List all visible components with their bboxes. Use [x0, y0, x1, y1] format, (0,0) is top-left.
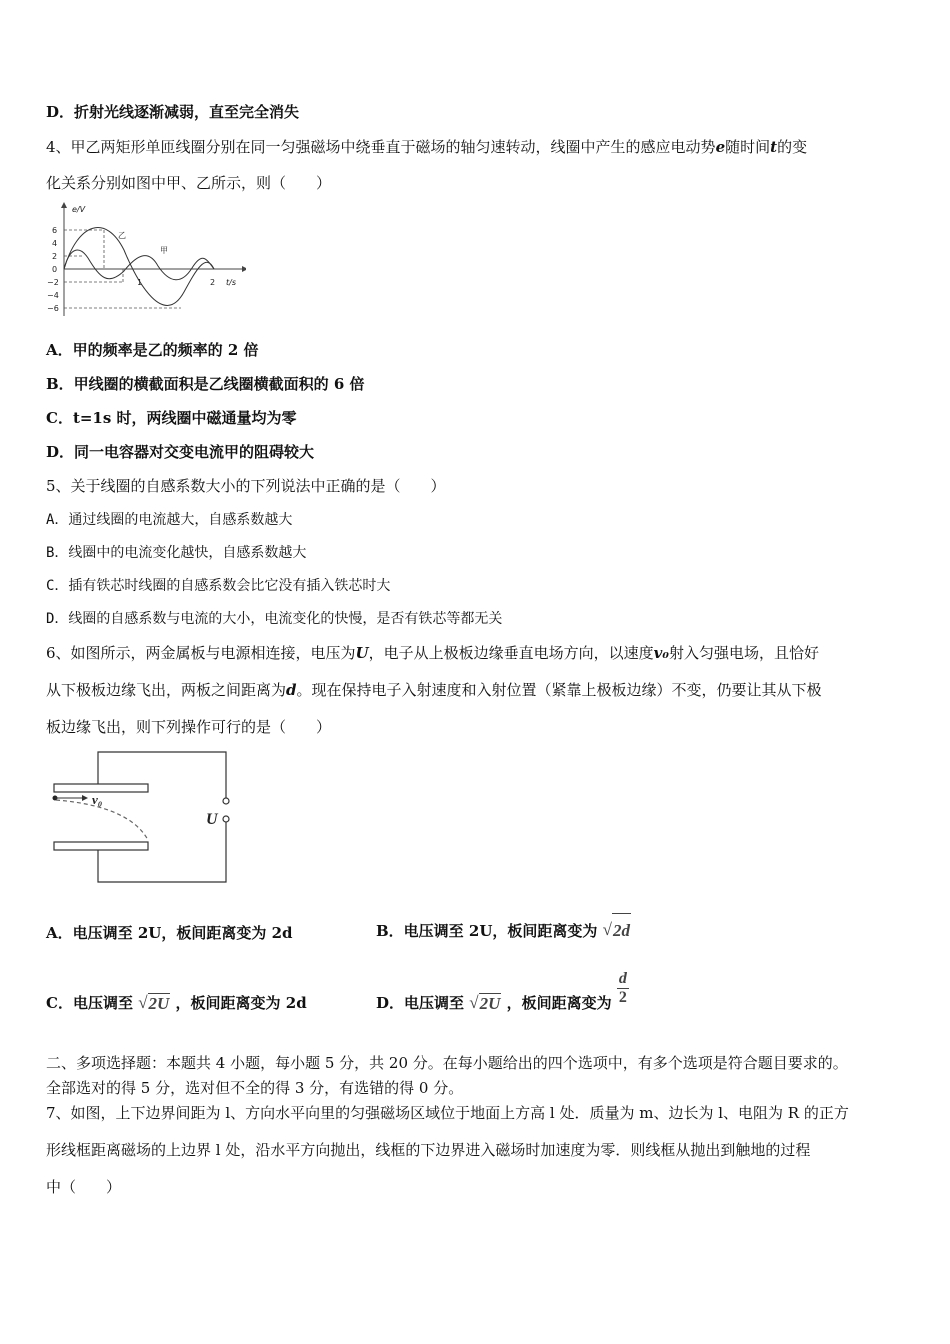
- q5-option-d: D．线圈的自感系数与电流的大小，电流变化的快慢，是否有铁芯等都无关: [46, 611, 503, 627]
- q6-option-a: A．电压调至 2U，板间距离变为 2d: [46, 924, 293, 942]
- series-jia-curve: [64, 250, 214, 280]
- terminal-top: [223, 798, 229, 804]
- q4-option-a: A．甲的频率是乙的频率的 2 倍: [46, 341, 259, 359]
- q3-option-d: D．折射光线逐渐减弱，直至完全消失: [46, 103, 300, 121]
- y-tick: 6: [52, 226, 58, 235]
- velocity-label: v₀: [92, 792, 103, 807]
- q5-option-b: B．线圈中的电流变化越快，自感系数越大: [46, 545, 307, 561]
- q5-option-c: C．插有铁芯时线圈的自感系数会比它没有插入铁芯时大: [46, 578, 391, 594]
- series-label-yi: 乙: [118, 231, 126, 240]
- y-tick: 2: [52, 252, 58, 261]
- series-yi-curve: [64, 228, 214, 306]
- y-tick: 0: [52, 265, 58, 274]
- voltage-label: U: [206, 811, 218, 828]
- q6-option-d: D．电压调至 √ 2U ，板间距离变为 $\frac{d}{2}$: [376, 970, 627, 1013]
- y-tick: 4: [52, 239, 58, 248]
- q6-option-c: C．电压调至 √ 2U ，板间距离变为 2d: [46, 993, 307, 1013]
- q4-stem-line2: 化关系分别如图中甲、乙所示，则（ ）: [46, 174, 332, 192]
- y-tick: −2: [47, 278, 59, 287]
- q4-emf-graph: [46, 200, 246, 320]
- q6-capacitor-circuit: [46, 748, 246, 888]
- q4-option-c: C．t=1s 时，两线圈中磁通量均为零: [46, 409, 297, 427]
- section2-header-line1: 二、多项选择题：本题共 4 小题，每小题 5 分，共 20 分。在每小题给出的四个选项中，有多个选项是符合题目要求的。: [46, 1054, 848, 1072]
- q6-option-b: B．电压调至 2U，板间距离变为 √ 2d: [376, 913, 631, 948]
- q5-stem: 5、关于线圈的自感系数大小的下列说法中正确的是（ ）: [46, 477, 446, 495]
- q4-option-b: B．甲线圈的横截面积是乙线圈横截面积的 6 倍: [46, 375, 365, 393]
- q5-option-a: A．通过线圈的电流越大，自感系数越大: [46, 512, 293, 528]
- section2-header-line2: 全部选对的得 5 分，选对但不全的得 3 分，有选错的得 0 分。: [46, 1079, 464, 1097]
- x-tick: 1: [137, 278, 143, 287]
- x-axis-label: t/s: [226, 278, 236, 287]
- q7-stem-line3: 中（ ）: [46, 1178, 122, 1196]
- y-axis-label: e/V: [72, 205, 86, 214]
- q7-stem-line2: 形线框距离磁场的上边界 l 处，沿水平方向抛出，线框的下边界进入磁场时加速度为零．则线框从抛出到触地的过程: [46, 1141, 811, 1159]
- q6-stem-line2: 从下极板边缘飞出，两板之间距离为d。现在保持电子入射速度和入射位置（紧靠上极板边缘）不变，仍要让其从下极: [46, 681, 822, 699]
- q4-option-d: D．同一电容器对交变电流甲的阻碍较大: [46, 443, 315, 461]
- series-label-jia: 甲: [160, 246, 168, 255]
- x-tick: 2: [210, 278, 216, 287]
- q4-stem-line1: 4、甲乙两矩形单匝线圈分别在同一匀强磁场中绕垂直于磁场的轴匀速转动，线圈中产生的感应电动势e随时间t的变: [46, 138, 808, 156]
- terminal-bottom: [223, 816, 229, 822]
- y-tick: −6: [47, 304, 59, 313]
- q6-stem-line1: 6、如图所示，两金属板与电源相连接，电压为U，电子从上极板边缘垂直电场方向，以速度v₀射入匀强电场，且恰好: [46, 644, 819, 662]
- q7-stem-line1: 7、如图，上下边界间距为 l、方向水平向里的匀强磁场区域位于地面上方高 l 处．质量为 m、边长为 l、电阻为 R 的正方: [46, 1104, 849, 1122]
- y-tick: −4: [47, 291, 59, 300]
- q6-stem-line3: 板边缘飞出，则下列操作可行的是（ ）: [46, 718, 332, 736]
